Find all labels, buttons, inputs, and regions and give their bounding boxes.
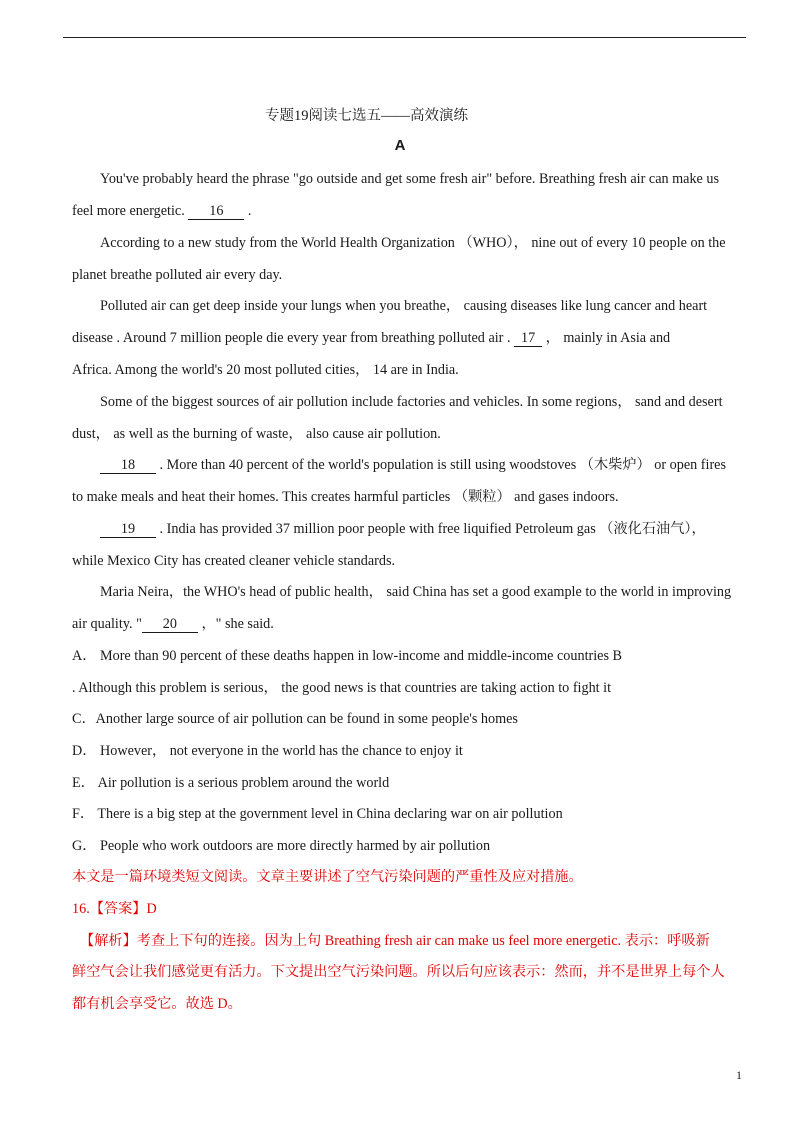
option-e: E． Air pollution is a serious problem around the world (72, 775, 390, 791)
explanation-line: 鲜空气会让我们感觉更有活力。下文提出空气污染问题。所以后句应该表示：然而，并不是世界上每个人 (72, 964, 725, 980)
blank-19: 19 (100, 521, 156, 538)
passage-line: Maria Neira，the WHO's head of public health， said China has set a good example to the world in improving (100, 584, 732, 600)
passage-line: air quality. " 20 ，" she said. (72, 616, 274, 632)
passage-line: while Mexico City has created cleaner vehicle standards. (72, 553, 396, 569)
option-f: F． There is a big step at the government level in China declaring war on air pollution (72, 806, 563, 822)
page-number: 1 (736, 1068, 742, 1082)
option-c: C．Another large source of air pollution can be found in some people's homes (72, 711, 518, 727)
option-b: . Although this problem is serious， the good news is that countries are taking action to fight it (72, 680, 612, 696)
passage-line: planet breathe polluted air every day. (72, 267, 283, 283)
option-a: A． More than 90 percent of these deaths happen in low-income and middle-income countries B (72, 648, 623, 664)
blank-16: 16 (188, 203, 244, 220)
analysis-summary: 本文是一篇环境类短文阅读。文章主要讲述了空气污染问题的严重性及应对措施。 (72, 869, 583, 885)
passage-line: 19 . India has provided 37 million poor people with free liquified Petroleum gas （液化石油气）， (100, 519, 760, 539)
passage-line: to make meals and heat their homes. This creates harmful particles （颗粒） and gases indoors. (72, 489, 619, 505)
answer-16: 16.【答案】D (72, 901, 157, 917)
passage-line: disease . Around 7 million people die every year from breathing polluted air . 17 ， mainly in Asia and (72, 330, 671, 346)
document-title: 专题19阅读七选五——高效演练 (265, 108, 468, 124)
passage-line: Some of the biggest sources of air pollution include factories and vehicles. In some regions， sand and desert (100, 394, 723, 410)
blank-18: 18 (100, 457, 156, 474)
section-label: A (394, 137, 406, 154)
passage-line: Africa. Among the world's 20 most polluted cities， 14 are in India. (72, 362, 459, 378)
passage-line: Polluted air can get deep inside your lungs when you breathe， causing diseases like lung cancer and heart (100, 298, 708, 314)
option-g: G． People who work outdoors are more directly harmed by air pollution (72, 838, 491, 854)
passage-line: You've probably heard the phrase "go outside and get some fresh air" before. Breathing fresh air can make us (100, 171, 720, 187)
passage-line: feel more energetic. 16 . (72, 203, 252, 219)
passage-line: dust， as well as the burning of waste， also cause air pollution. (72, 426, 441, 442)
header-rule (63, 37, 746, 38)
passage-line: According to a new study from the World Health Organization （WHO）， nine out of every 10 people on the (100, 235, 726, 251)
blank-17: 17 (514, 330, 542, 347)
passage-line: 18 . More than 40 percent of the world's population is still using woodstoves （木柴炉） or open fires (100, 455, 760, 475)
explanation-line: 【解析】考查上下句的连接。因为上句 Breathing fresh air can make us feel more energetic. 表示：呼吸新 (80, 933, 710, 949)
option-d: D． However， not everyone in the world has the chance to enjoy it (72, 743, 463, 759)
blank-20: 20 (142, 616, 198, 633)
explanation-line: 都有机会享受它。故选 D。 (72, 996, 242, 1012)
